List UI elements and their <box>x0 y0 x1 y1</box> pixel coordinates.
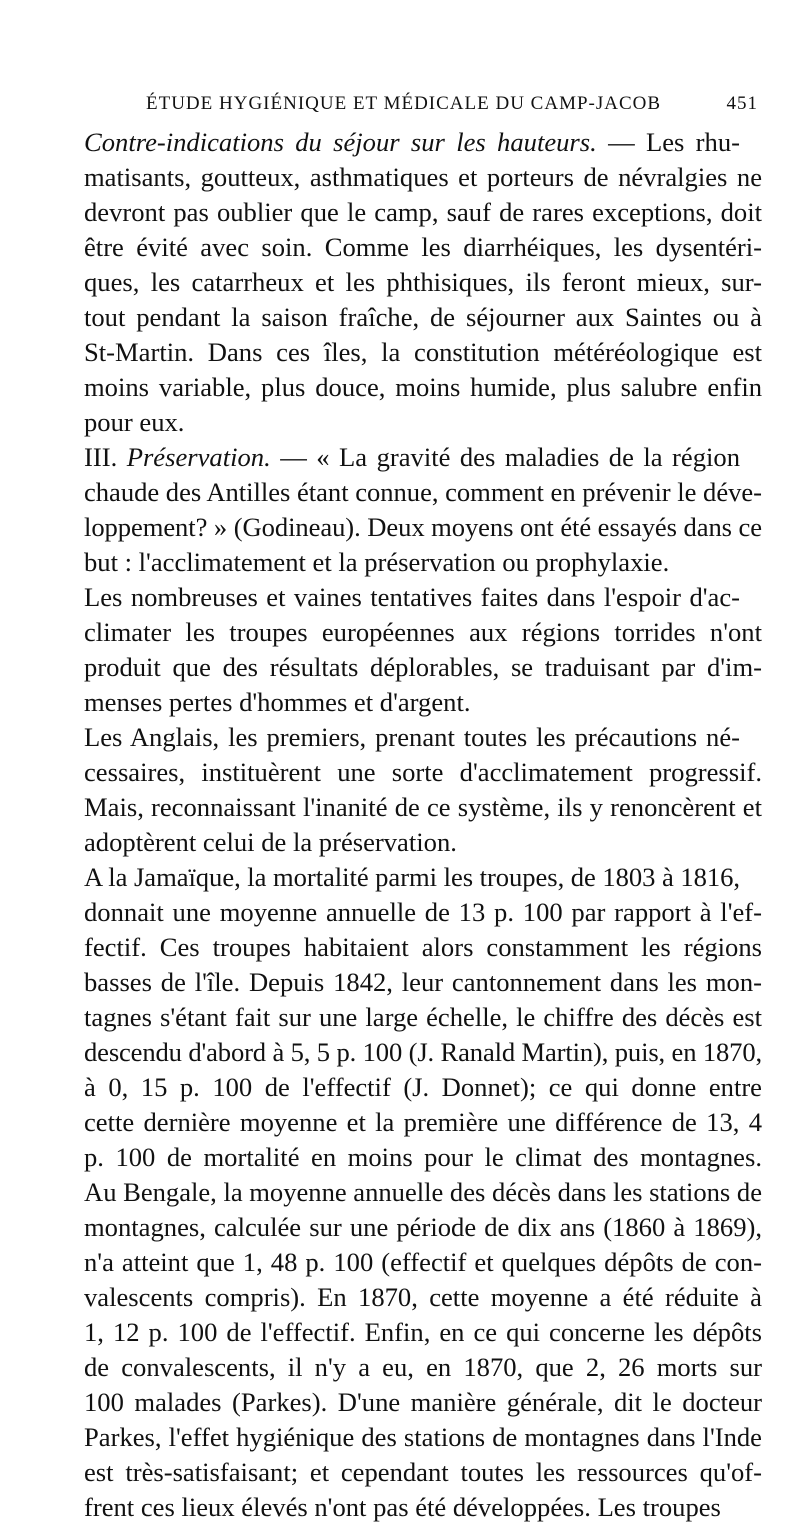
text-line: frent ces lieux élevés n'ont pas été développées. Les troupes <box>84 1492 721 1522</box>
text-line: valescents compris). En 1870, cette moyenne a été réduite à <box>84 1282 762 1312</box>
text-line: à 0, 15 p. 100 de l'effectif (J. Donnet); ce qui donne entre <box>84 1072 762 1102</box>
page-header <box>128 93 758 121</box>
text-line <box>62 440 762 475</box>
text-line: est très-satisfaisant; et cependant toutes les ressources qu'of- <box>84 1457 762 1487</box>
text-line: Au Bengale, la moyenne annuelle des décès dans les stations de <box>84 1177 762 1207</box>
page-number: 451 <box>726 93 758 114</box>
text-line: tagnes s'étant fait sur une large échelle, le chiffre des décès est <box>84 1002 762 1032</box>
paragraph <box>62 580 762 720</box>
text-line: n'a atteint que 1, 48 p. 100 (effectif et quelques dépôts de con- <box>84 1247 762 1277</box>
text-line: montagnes, calculée sur une période de dix ans (1860 à 1869), <box>84 1212 762 1242</box>
text-line: moins variable, plus douce, moins humide, plus salubre enfin <box>84 372 762 402</box>
text-line: matisants, goutteux, asthmatiques et porteurs de névralgies ne <box>84 162 762 192</box>
text-line: A la Jamaïque, la mortalité parmi les troupes, de 1803 à 1816, <box>84 862 740 892</box>
text-line: loppement? » (Godineau). Deux moyens ont été essayés dans ce <box>84 512 762 542</box>
text-line: p. 100 de mortalité en moins pour le climat des montagnes. <box>84 1142 762 1172</box>
text-line: 100 malades (Parkes). D'une manière générale, dit le docteur <box>84 1387 762 1417</box>
text-line: pour eux. <box>84 407 185 437</box>
paragraph <box>62 860 762 1525</box>
text-line: être évité avec soin. Comme les diarrhéiques, les dysentéri- <box>84 232 762 262</box>
body-text <box>62 125 762 1522</box>
text-line: ques, les catarrheux et les phthisiques, ils feront mieux, sur- <box>84 267 762 297</box>
section-heading: Préservation. <box>126 442 271 472</box>
section-heading: Contre-indications du séjour sur les hauteurs. <box>84 127 597 157</box>
text-line: Les nombreuses et vaines tentatives faites dans l'espoir d'ac- <box>84 582 740 612</box>
text-line: menses pertes d'hommes et d'argent. <box>84 687 471 717</box>
text-line: cette dernière moyenne et la première une différence de 13, 4 <box>84 1107 762 1137</box>
text-line: adoptèrent celui de la préservation. <box>84 827 457 857</box>
text-line: fectif. Ces troupes habitaient alors constamment les régions <box>84 932 762 962</box>
text-line: chaude des Antilles étant connue, comment en prévenir le déve- <box>84 477 762 507</box>
text-line: cessaires, instituèrent une sorte d'acclimatement progressif. <box>84 757 762 787</box>
text-line: St-Martin. Dans ces îles, la constitution météréologique est <box>84 337 762 367</box>
text-line: Les Anglais, les premiers, prenant toutes les précautions né- <box>84 722 740 752</box>
section-number: III. <box>84 442 127 472</box>
text-line: produit que des résultats déplorables, se traduisant par d'im- <box>84 652 762 682</box>
text-line: basses de l'île. Depuis 1842, leur cantonnement dans les mon- <box>84 967 762 997</box>
text-line: de convalescents, il n'y a eu, en 1870, que 2, 26 morts sur <box>84 1352 762 1382</box>
text-line: but : l'acclimatement et la préservation ou prophylaxie. <box>84 547 670 577</box>
paragraph <box>62 720 762 860</box>
text-line <box>62 125 762 160</box>
text-line: donnait une moyenne annuelle de 13 p. 100 par rapport à l'ef- <box>84 897 762 927</box>
text-line: climater les troupes européennes aux régions torrides n'ont <box>84 617 762 647</box>
text-line: Parkes, l'effet hygiénique des stations de montagnes dans l'Inde <box>84 1422 762 1452</box>
text-line: tout pendant la saison fraîche, de séjourner aux Saintes ou à <box>84 302 762 332</box>
paragraph <box>62 125 762 440</box>
text-line: 1, 12 p. 100 de l'effectif. Enfin, en ce qui concerne les dépôts <box>84 1317 762 1347</box>
text-line: Mais, reconnaissant l'inanité de ce système, ils y renoncèrent et <box>84 792 762 822</box>
text-line: descendu d'abord à 5, 5 p. 100 (J. Ranald Martin), puis, en 1870, <box>84 1037 762 1067</box>
running-title: ÉTUDE HYGIÉNIQUE ET MÉDICALE DU CAMP-JACOB <box>146 93 662 114</box>
text-line: devront pas oublier que le camp, sauf de rares exceptions, doit <box>84 197 762 227</box>
paragraph <box>62 440 762 580</box>
line-text: — « La gravité des maladies de la région <box>270 442 740 472</box>
line-text: — Les rhu- <box>596 127 740 157</box>
